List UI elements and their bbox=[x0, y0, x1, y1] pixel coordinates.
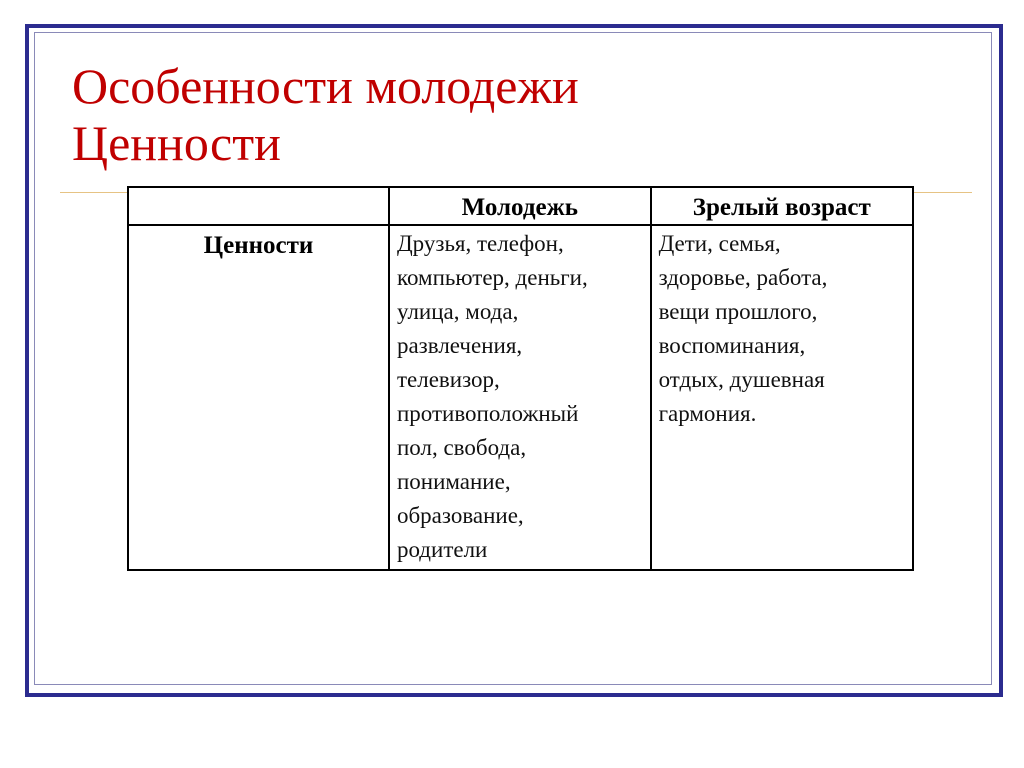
youth-value-line: улица, мода, bbox=[396, 299, 519, 324]
mature-value-line: Дети, семья, bbox=[658, 231, 781, 256]
mature-value-line: отдых, душевная bbox=[658, 367, 825, 392]
table-header-row bbox=[128, 187, 913, 225]
youth-value-line: понимание, bbox=[396, 469, 511, 494]
title-line-2: Ценности bbox=[72, 115, 281, 171]
youth-value-line: развлечения, bbox=[396, 333, 523, 358]
row-label-values: Ценности bbox=[128, 225, 389, 570]
header-youth: Молодежь bbox=[389, 187, 651, 225]
values-table bbox=[127, 186, 914, 571]
youth-value-line: противоположный bbox=[396, 401, 579, 426]
youth-values-cell bbox=[389, 225, 651, 570]
mature-value-line: воспоминания, bbox=[658, 333, 806, 358]
youth-value-line: телевизор, bbox=[396, 367, 500, 392]
header-mature-age: Зрелый возраст bbox=[651, 187, 913, 225]
youth-value-line: родители bbox=[396, 537, 488, 562]
mature-value-line: гармония. bbox=[658, 401, 757, 426]
youth-value-line: образование, bbox=[396, 503, 524, 528]
youth-value-line: Друзья, телефон, bbox=[396, 231, 564, 256]
slide-title bbox=[72, 58, 579, 172]
mature-value-line: здоровье, работа, bbox=[658, 265, 828, 290]
table-row bbox=[128, 225, 913, 570]
youth-value-line: компьютер, деньги, bbox=[396, 265, 588, 290]
header-empty-cell bbox=[128, 187, 389, 225]
mature-values-cell bbox=[651, 225, 913, 570]
youth-value-line: пол, свобода, bbox=[396, 435, 527, 460]
title-line-1: Особенности молодежи bbox=[72, 58, 579, 114]
mature-value-line: вещи прошлого, bbox=[658, 299, 818, 324]
